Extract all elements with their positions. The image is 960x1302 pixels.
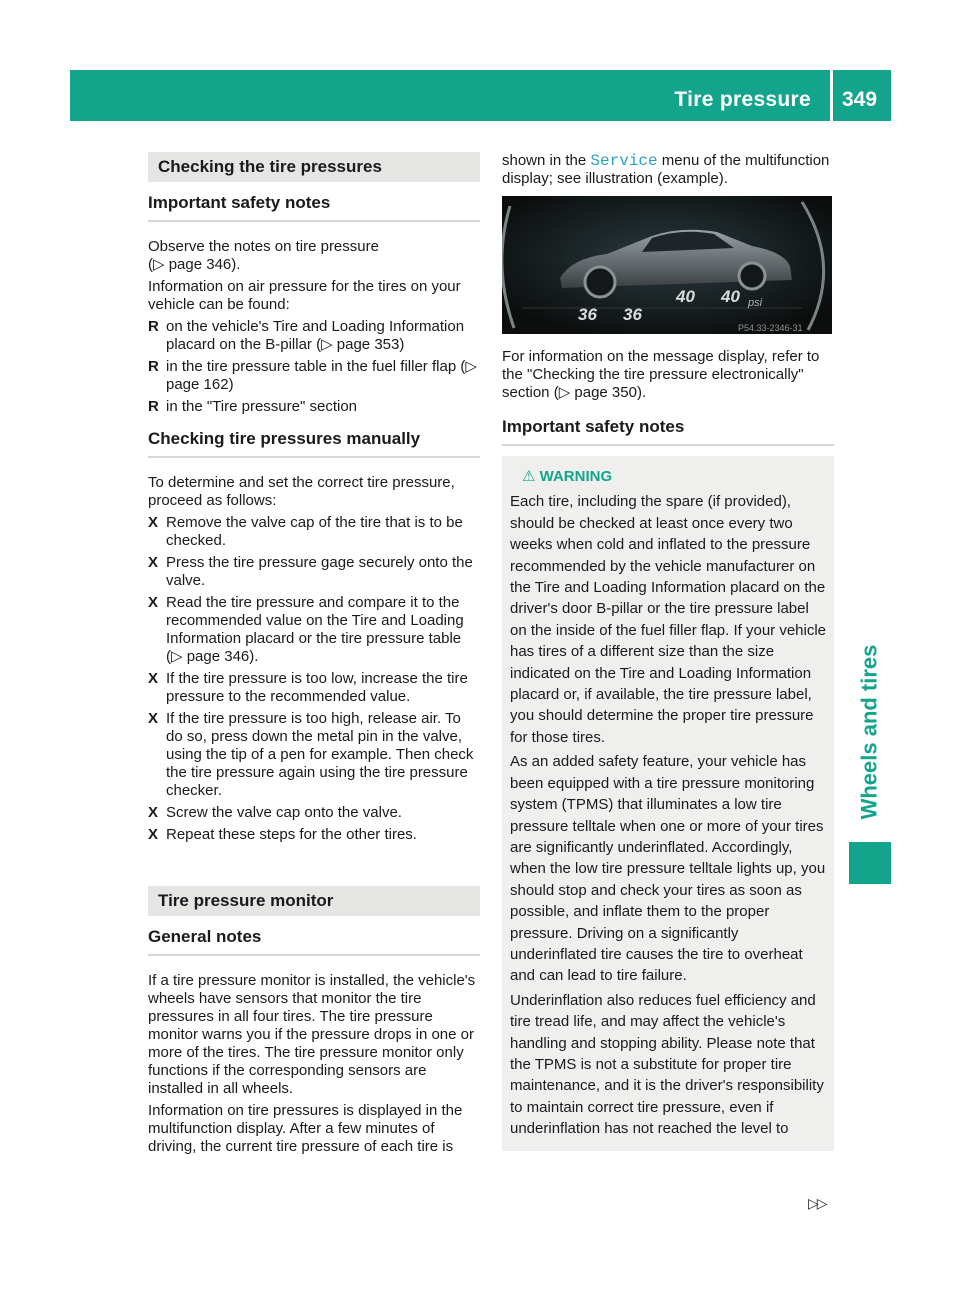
step-item: X Screw the valve cap onto the valve. — [148, 804, 402, 821]
paragraph: Observe the notes on tire pressure (▷ page 346). — [148, 238, 379, 273]
pressure-rear-right: 36 — [623, 305, 642, 324]
paragraph: If a tire pressure monitor is installed, the vehicle's wheels have sensors that monitor the tire pressures in all four tires. The tire pressure monitor warns you if the pressure drops in one or more of the tires. The tire pressure monitor only functions if the corresponding sensors are installed in all wheels. — [148, 972, 476, 1097]
warning-header: ⚠ WARNING — [522, 468, 613, 485]
list-item: R in the tire pressure table in the fuel filler flap (▷ page 162) — [148, 358, 477, 393]
step-item: X Press the tire pressure gage securely onto the valve. — [148, 554, 473, 589]
heading-manual-check: Checking tire pressures manually — [148, 430, 480, 458]
heading-safety-notes-right: Important safety notes — [502, 418, 834, 446]
heading-safety-notes: Important safety notes — [148, 194, 480, 222]
chapter-marker — [849, 842, 891, 884]
header-divider — [830, 70, 833, 121]
section-banner-monitor: Tire pressure monitor — [148, 886, 480, 916]
page-number: 349 — [842, 88, 878, 111]
header-bar — [70, 70, 891, 121]
chapter-tab-label: Wheels and tires — [856, 644, 882, 820]
paragraph: For information on the message display, refer to the "Checking the tire pressure electronically" section (▷ page 350). — [502, 348, 820, 401]
multifunction-display-illustration — [502, 196, 832, 334]
car-illustration — [502, 196, 832, 334]
paragraph: Information on tire pressures is displayed in the multifunction display. After a few minutes of driving, the current tire pressure of each tire is — [148, 1102, 463, 1155]
pressure-front-right: 40 — [721, 287, 740, 306]
step-item: X If the tire pressure is too high, release air. To do so, press down the metal pin in the valve, using the tip of a pen for example. Then check the tire pressure again using the tire pressure checker. — [148, 710, 474, 799]
list-item: R on the vehicle's Tire and Loading Information placard on the B-pillar (▷ page 353) — [148, 318, 465, 353]
warning-paragraph: Underinflation also reduces fuel efficiency and tire tread life, and may affect the vehicle's handling and stopping ability. Please note that the TPMS is not a substitute for proper tire maintenance, and it is the driver's responsibility to maintain correct tire pressure, even if underinflation has not reached the level to — [510, 991, 824, 1138]
step-item: X Read the tire pressure and compare it to the recommended value on the Tire and Loading Information placard or the tire pressure table (▷ page 346). — [148, 594, 464, 665]
continued-icon: ▷▷ — [808, 1195, 826, 1211]
page-title: Tire pressure — [674, 88, 811, 111]
warning-icon: ⚠ — [522, 468, 536, 485]
paragraph: To determine and set the correct tire pressure, proceed as follows: — [148, 474, 455, 509]
right-column — [502, 152, 834, 1151]
left-column — [148, 152, 480, 1160]
warning-paragraph: As an added safety feature, your vehicle has been equipped with a tire pressure monitoring system (TPMS) that illuminates a low tire pressure telltale when one or more of your tires are significantly underinflated. Accordingly, when the low tire pressure telltale lights up, you should stop and check your tires as soon as possible, and inflate them to the proper pressure. Driving on a significantly underinflated tire causes the tire to overheat and can lead to tire failure. — [510, 753, 826, 985]
pressure-front-left: 40 — [676, 287, 695, 306]
paragraph: Information on air pressure for the tires on your vehicle can be found: — [148, 278, 461, 313]
section-banner-checking: Checking the tire pressures — [148, 152, 480, 182]
chapter-tab — [849, 645, 891, 830]
list-item: R in the "Tire pressure" section — [148, 398, 358, 415]
step-item: X Remove the valve cap of the tire that is to be checked. — [148, 514, 463, 549]
pressure-unit: psi — [748, 297, 763, 309]
service-menu-name: Service — [590, 152, 658, 170]
paragraph: shown in the Service menu of the multifunction display; see illustration (example). — [502, 152, 830, 187]
pressure-rear-left: 36 — [578, 305, 597, 324]
heading-general-notes: General notes — [148, 928, 480, 956]
step-item: X Repeat these steps for the other tires. — [148, 826, 417, 843]
warning-paragraph: Each tire, including the spare (if provided), should be checked at least once every two weeks when cold and inflated to the pressure recommended by the vehicle manufacturer on the Tire and Loading Information placard on the driver's door B-pillar or the tire pressure label on the inside of the fuel filler flap. If your vehicle has tires of a different size than the size indicated on the Tire and Loading Information placard or, if available, the tire pressure label, you should determine the proper tire pressure for those tires. — [510, 493, 827, 746]
figure-code: P54.33-2346-31 — [738, 323, 803, 333]
warning-box — [502, 456, 834, 1151]
step-item: X If the tire pressure is too low, increase the tire pressure to the recommended value. — [148, 670, 468, 705]
